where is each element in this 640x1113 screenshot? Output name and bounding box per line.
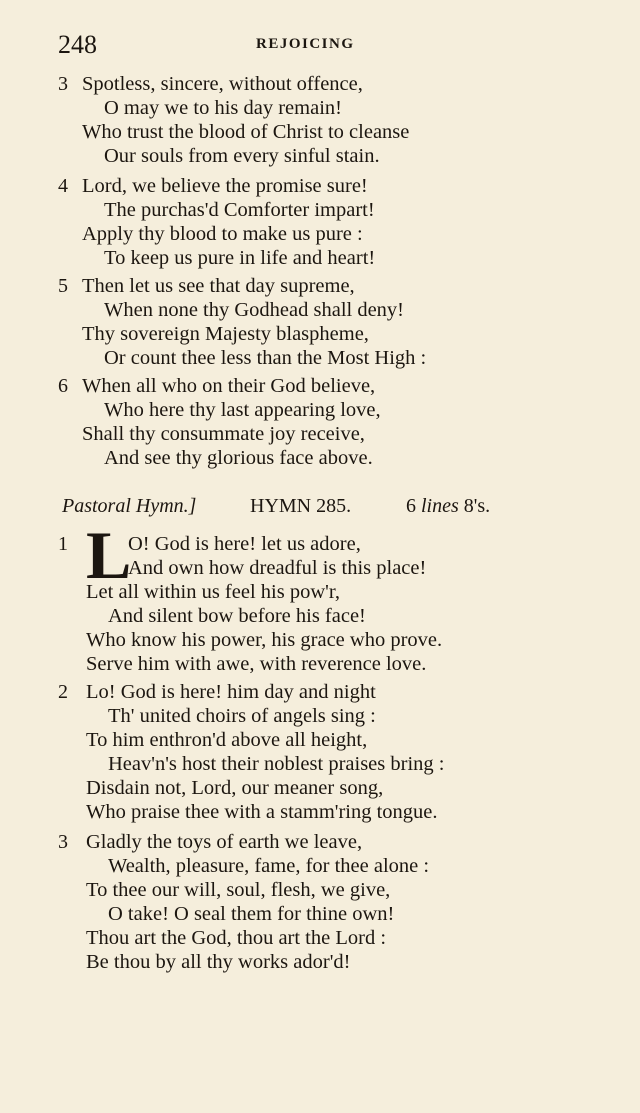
verse-number: 4 xyxy=(58,175,68,197)
meter-count: 6 xyxy=(406,495,416,517)
hymn-heading xyxy=(62,494,522,518)
verse-line: And see thy glorious face above. xyxy=(104,447,373,469)
verse-line: Serve him with awe, with reverence love. xyxy=(86,653,427,675)
verse-line: Thou art the God, thou art the Lord : xyxy=(86,927,387,949)
verse-number: 3 xyxy=(58,831,68,853)
verse-number: 6 xyxy=(58,375,68,397)
verse-line: Th' united choirs of angels sing : xyxy=(108,705,376,727)
verse-line: O may we to his day remain! xyxy=(104,97,342,119)
verse-line: Let all within us feel his pow'r, xyxy=(86,581,340,603)
verse-line: When all who on their God believe, xyxy=(82,375,376,397)
verse-line: To keep us pure in life and heart! xyxy=(104,247,376,269)
verse-line: Or count thee less than the Most High : xyxy=(104,347,427,369)
page-number: 248 xyxy=(58,30,97,59)
verse-line: Heav'n's host their noblest praises bring : xyxy=(108,753,445,775)
running-head: REJOICING xyxy=(256,36,355,52)
verse-line: Our souls from every sinful stain. xyxy=(104,145,380,167)
verse-line: Who trust the blood of Christ to cleanse xyxy=(82,121,410,143)
page-header xyxy=(58,30,478,60)
verse-line: Lo! God is here! him day and night xyxy=(86,681,376,703)
verse-line: Gladly the toys of earth we leave, xyxy=(86,831,363,853)
verse-number: 5 xyxy=(58,275,68,297)
verse-number: 2 xyxy=(58,681,68,703)
verse-line: Lord, we believe the promise sure! xyxy=(82,175,368,197)
verse-line: Then let us see that day supreme, xyxy=(82,275,355,297)
verse-line: Shall thy consummate joy receive, xyxy=(82,423,365,445)
hymn-title: HYMN 285. xyxy=(250,495,352,517)
verse-line: The purchas'd Comforter impart! xyxy=(104,199,375,221)
verse-number: 1 xyxy=(58,533,68,555)
verse-line: Wealth, pleasure, fame, for thee alone : xyxy=(108,855,430,877)
verse-line: Apply thy blood to make us pure : xyxy=(82,223,363,245)
verse-number: 3 xyxy=(58,73,68,95)
verse-line: Disdain not, Lord, our meaner song, xyxy=(86,777,384,799)
verse-line: To him enthron'd above all height, xyxy=(86,729,368,751)
drop-cap: L xyxy=(86,517,132,593)
verse-line: O take! O seal them for thine own! xyxy=(108,903,395,925)
verse-line: Who praise thee with a stamm'ring tongue. xyxy=(86,801,438,823)
verse-line: Be thou by all thy works ador'd! xyxy=(86,951,351,973)
meter-word: lines xyxy=(421,495,459,517)
hymn-meter xyxy=(406,494,490,518)
verse-line: When none thy Godhead shall deny! xyxy=(104,299,405,321)
hymn-occasion: Pastoral Hymn.] xyxy=(62,495,197,517)
verse-line: And own how dreadful is this place! xyxy=(128,557,427,579)
verse-line: And silent bow before his face! xyxy=(108,605,366,627)
verse-line: Who know his power, his grace who prove. xyxy=(86,629,443,651)
verse-line: Thy sovereign Majesty blaspheme, xyxy=(82,323,369,345)
verse-line: Spotless, sincere, without offence, xyxy=(82,73,363,95)
verse-line: Who here thy last appearing love, xyxy=(104,399,381,421)
verse-line: O! God is here! let us adore, xyxy=(128,533,361,555)
verse-line: To thee our will, soul, flesh, we give, xyxy=(86,879,391,901)
meter-syllables: 8's. xyxy=(463,495,491,517)
